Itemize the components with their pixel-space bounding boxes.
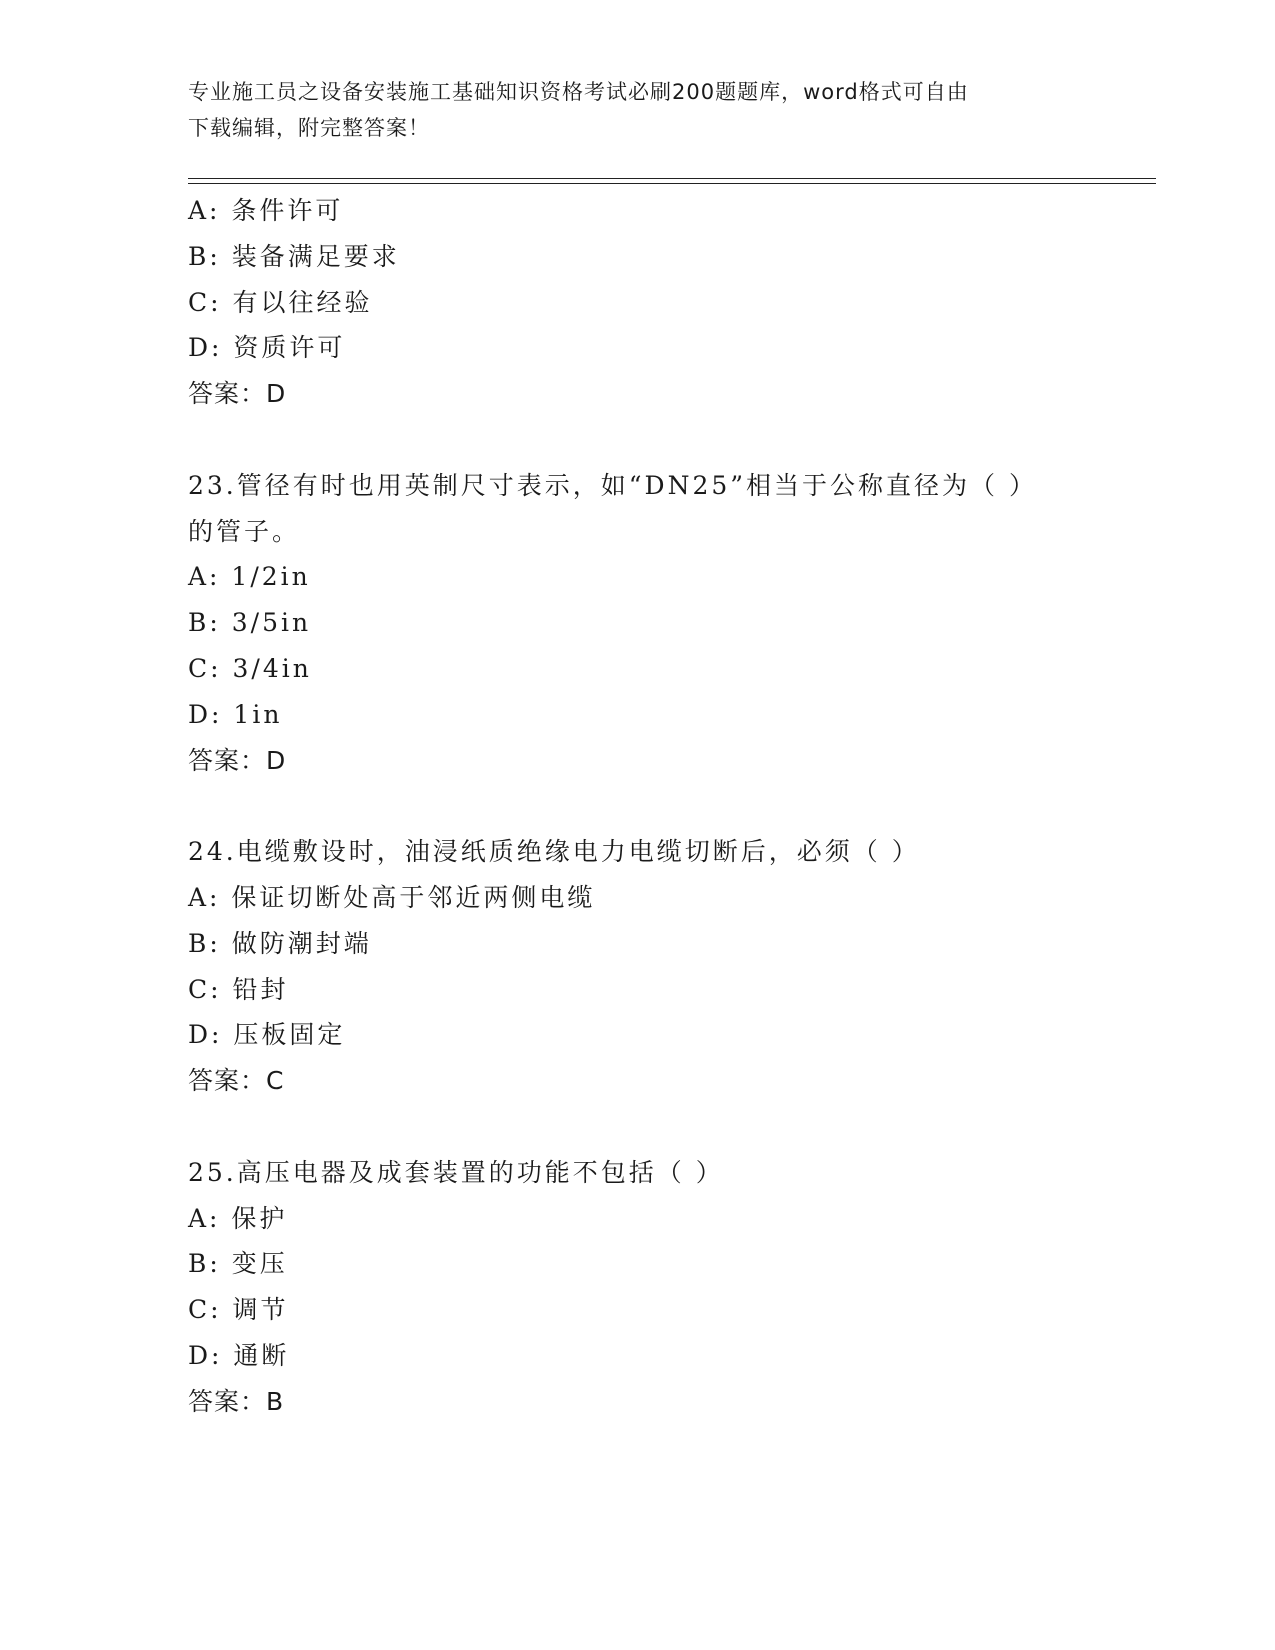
spacer: [188, 1104, 1148, 1150]
question-stem: 25.高压电器及成套装置的功能不包括（ ）: [188, 1157, 724, 1187]
option-b: B: 3/5in: [188, 608, 312, 638]
question-stem-line-2: 的管子。: [188, 516, 301, 546]
option-c: C: 铅封: [188, 974, 289, 1004]
answer-line: 答案：C: [188, 1066, 285, 1096]
option-b: B: 变压: [188, 1249, 288, 1279]
header-divider-bottom: [188, 183, 1156, 184]
question-24-block: [188, 829, 1148, 1104]
spacer: [188, 783, 1148, 829]
option-c: C: 3/4in: [188, 653, 312, 683]
question-23-block: [188, 463, 1148, 784]
option-a: A: 1/2in: [188, 562, 311, 592]
option-c: C: 调节: [188, 1295, 289, 1325]
option-a: A: 保护: [188, 1203, 288, 1233]
header-line-2: 下载编辑，附完整答案！: [188, 116, 430, 140]
document-header: [188, 74, 1088, 146]
option-c: C: 有以往经验: [188, 287, 373, 317]
header-line-1: 专业施工员之设备安装施工基础知识资格考试必刷200题题库，word格式可自由: [188, 80, 969, 104]
option-d: D: 资质许可: [188, 333, 346, 363]
answer-line: 答案：D: [188, 745, 287, 775]
option-a: A: 条件许可: [188, 196, 344, 225]
option-d: D: 压板固定: [188, 1020, 346, 1050]
question-stem-line-1: 23.管径有时也用英制尺寸表示，如“DN25”相当于公称直径为（ ）: [188, 470, 1037, 500]
option-d: D: 通断: [188, 1340, 290, 1370]
answer-line: 答案：B: [188, 1386, 285, 1416]
spacer: [188, 417, 1148, 463]
question-22-block: [188, 188, 1148, 417]
question-content: [188, 188, 1148, 1425]
option-d: D: 1in: [188, 699, 283, 729]
header-divider-top: [188, 178, 1156, 179]
answer-line: 答案：D: [188, 379, 287, 409]
option-a: A: 保证切断处高于邻近两侧电缆: [188, 882, 596, 912]
question-25-block: [188, 1150, 1148, 1425]
question-stem: 24.电缆敷设时，油浸纸质绝缘电力电缆切断后，必须（ ）: [188, 837, 920, 867]
option-b: B: 装备满足要求: [188, 241, 400, 271]
option-b: B: 做防潮封端: [188, 928, 372, 958]
